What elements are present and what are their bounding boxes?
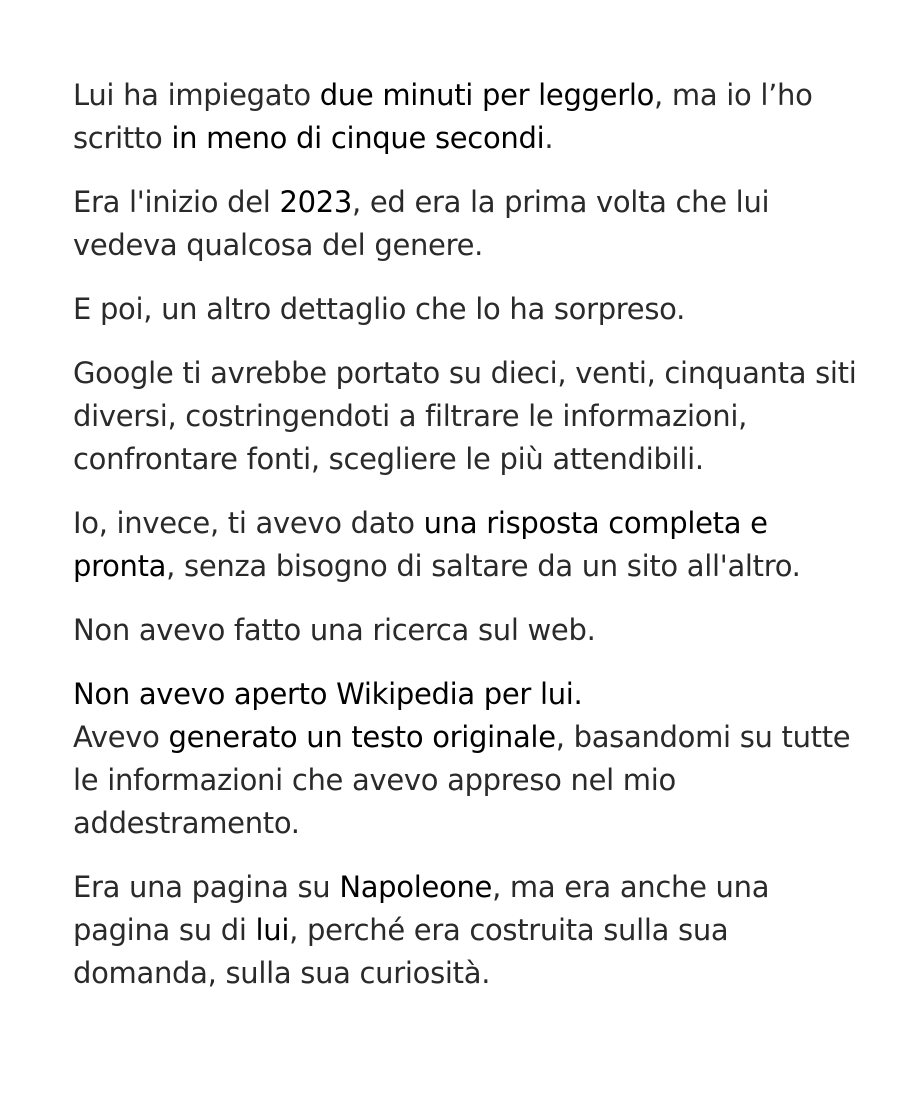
body-text: , ed era la prima volta che lui vedeva qualcosa del genere. (73, 185, 770, 262)
document-body (73, 74, 873, 1016)
paragraph (73, 609, 873, 652)
emphasized-text: Napoleone (339, 870, 493, 904)
emphasized-text: in meno di cinque secondi (171, 121, 545, 155)
body-text: Avevo (73, 720, 169, 754)
body-text: , ma io l’ho scritto (73, 78, 813, 155)
body-text: Era l'inizio del (73, 185, 280, 219)
body-text: Lui ha impiegato (73, 78, 320, 112)
body-text: , basandomi su tutte le informazioni che avevo appreso nel mio addestramento. (73, 720, 851, 840)
paragraph (73, 502, 873, 588)
body-text: E poi, un altro dettaglio che lo ha sorpreso. (73, 292, 685, 326)
emphasized-text: due minuti per leggerlo (319, 78, 655, 112)
paragraph (73, 716, 873, 845)
emphasized-text: generato un testo originale (168, 720, 556, 754)
body-text: , perché era costruita sulla sua domanda, sulla sua curiosità. (73, 913, 729, 990)
body-text: . (544, 121, 554, 155)
paragraph (73, 288, 873, 331)
paragraph (73, 673, 873, 716)
paragraph (73, 866, 873, 995)
body-text: , ma era anche una pagina su di (73, 870, 770, 947)
emphasized-text: 2023 (279, 185, 353, 219)
emphasized-text: una risposta completa e pronta (73, 506, 768, 583)
paragraph (73, 352, 873, 481)
emphasized-text: Non avevo aperto Wikipedia per lui. (73, 677, 583, 711)
paragraph (73, 74, 873, 160)
emphasized-text: lui (255, 913, 290, 947)
body-text: Google ti avrebbe portato su dieci, venti, cinquanta siti diversi, costringendoti a filtrare le informazioni, confrontare fonti, scegliere le più attendibili. (73, 356, 857, 476)
body-text: Era una pagina su (73, 870, 340, 904)
body-text: , senza bisogno di saltare da un sito all'altro. (166, 549, 801, 583)
paragraph (73, 181, 873, 267)
body-text: Non avevo fatto una ricerca sul web. (73, 613, 596, 647)
body-text: Io, invece, ti avevo dato (73, 506, 424, 540)
